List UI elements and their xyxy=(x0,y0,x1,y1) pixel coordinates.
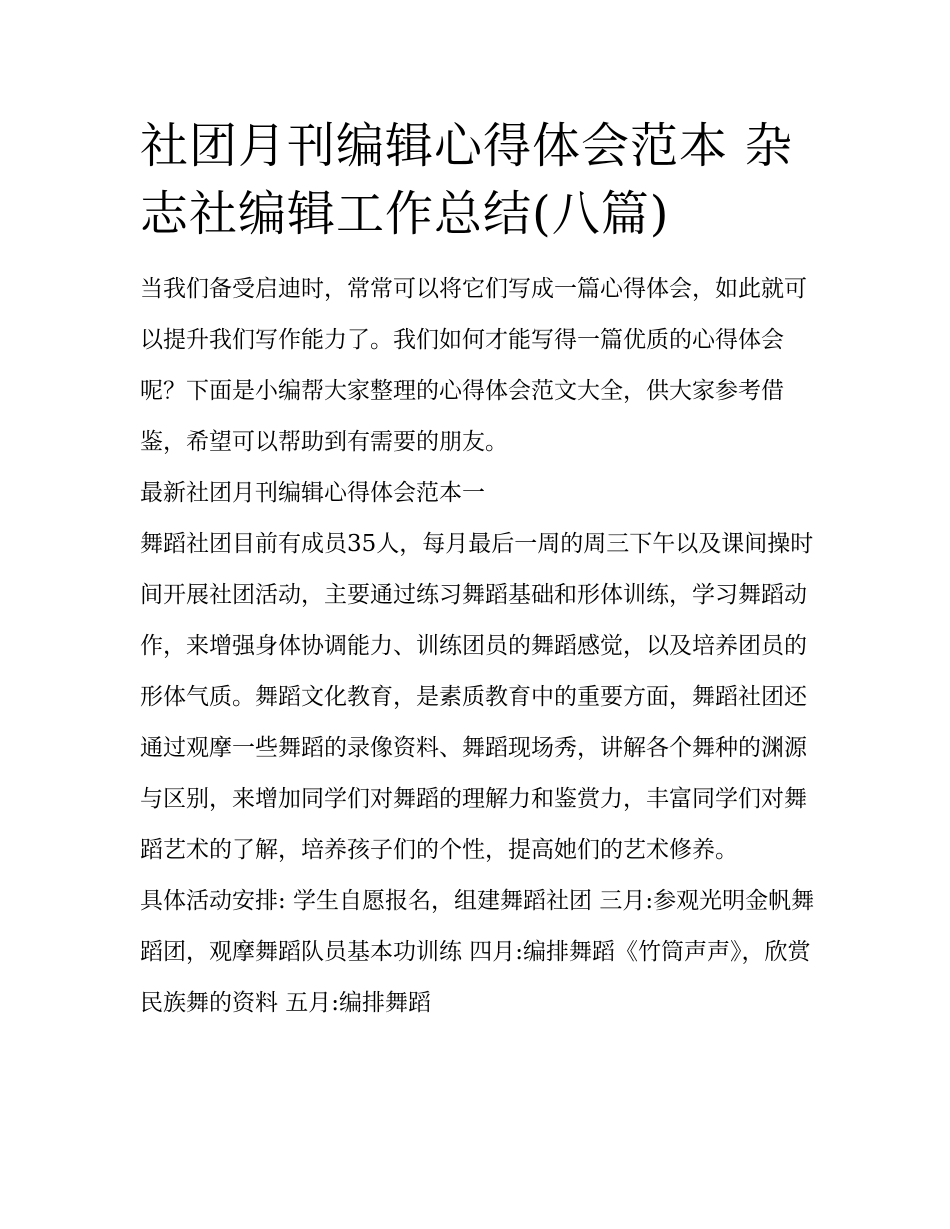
intro-paragraph: 当我们备受启迪时，常常可以将它们写成一篇心得体会，如此就可以提升我们写作能力了。我们如何才能写得一篇优质的心得体会呢？下面是小编帮大家整理的心得体会范文大全，供大家参考借鉴，希望可以帮助到有需要的朋友。 xyxy=(140,276,807,455)
schedule-paragraph: 具体活动安排: 学生自愿报名，组建舞蹈社团 三月:参观光明金帆舞蹈团，观摩舞蹈队员基本功训练 四月:编排舞蹈《竹筒声声》，欣赏民族舞的资料 五月:编排舞蹈 xyxy=(140,888,815,1016)
section-heading: 最新社团月刊编辑心得体会范本一 xyxy=(140,480,485,506)
body-paragraph: 舞蹈社团目前有成员35人，每月最后一周的周三下午以及课间操时间开展社团活动，主要通过练习舞蹈基础和形体训练，学习舞蹈动作，来增强身体协调能力、训练团员的舞蹈感觉，以及培养团员的形体气质。舞蹈文化教育，是素质教育中的重要方面，舞蹈社团还通过观摩一些舞蹈的录像资料、舞蹈现场秀，讲解各个舞种的渊源与区别，来增加同学们对舞蹈的理解力和鉴赏力，丰富同学们对舞蹈艺术的了解，培养孩子们的个性，提高她们的艺术修养。 xyxy=(140,531,814,863)
document-title: 社团月刊编辑心得体会范本 杂志社编辑工作总结(八篇) xyxy=(140,118,794,242)
document-page xyxy=(140,112,815,1029)
